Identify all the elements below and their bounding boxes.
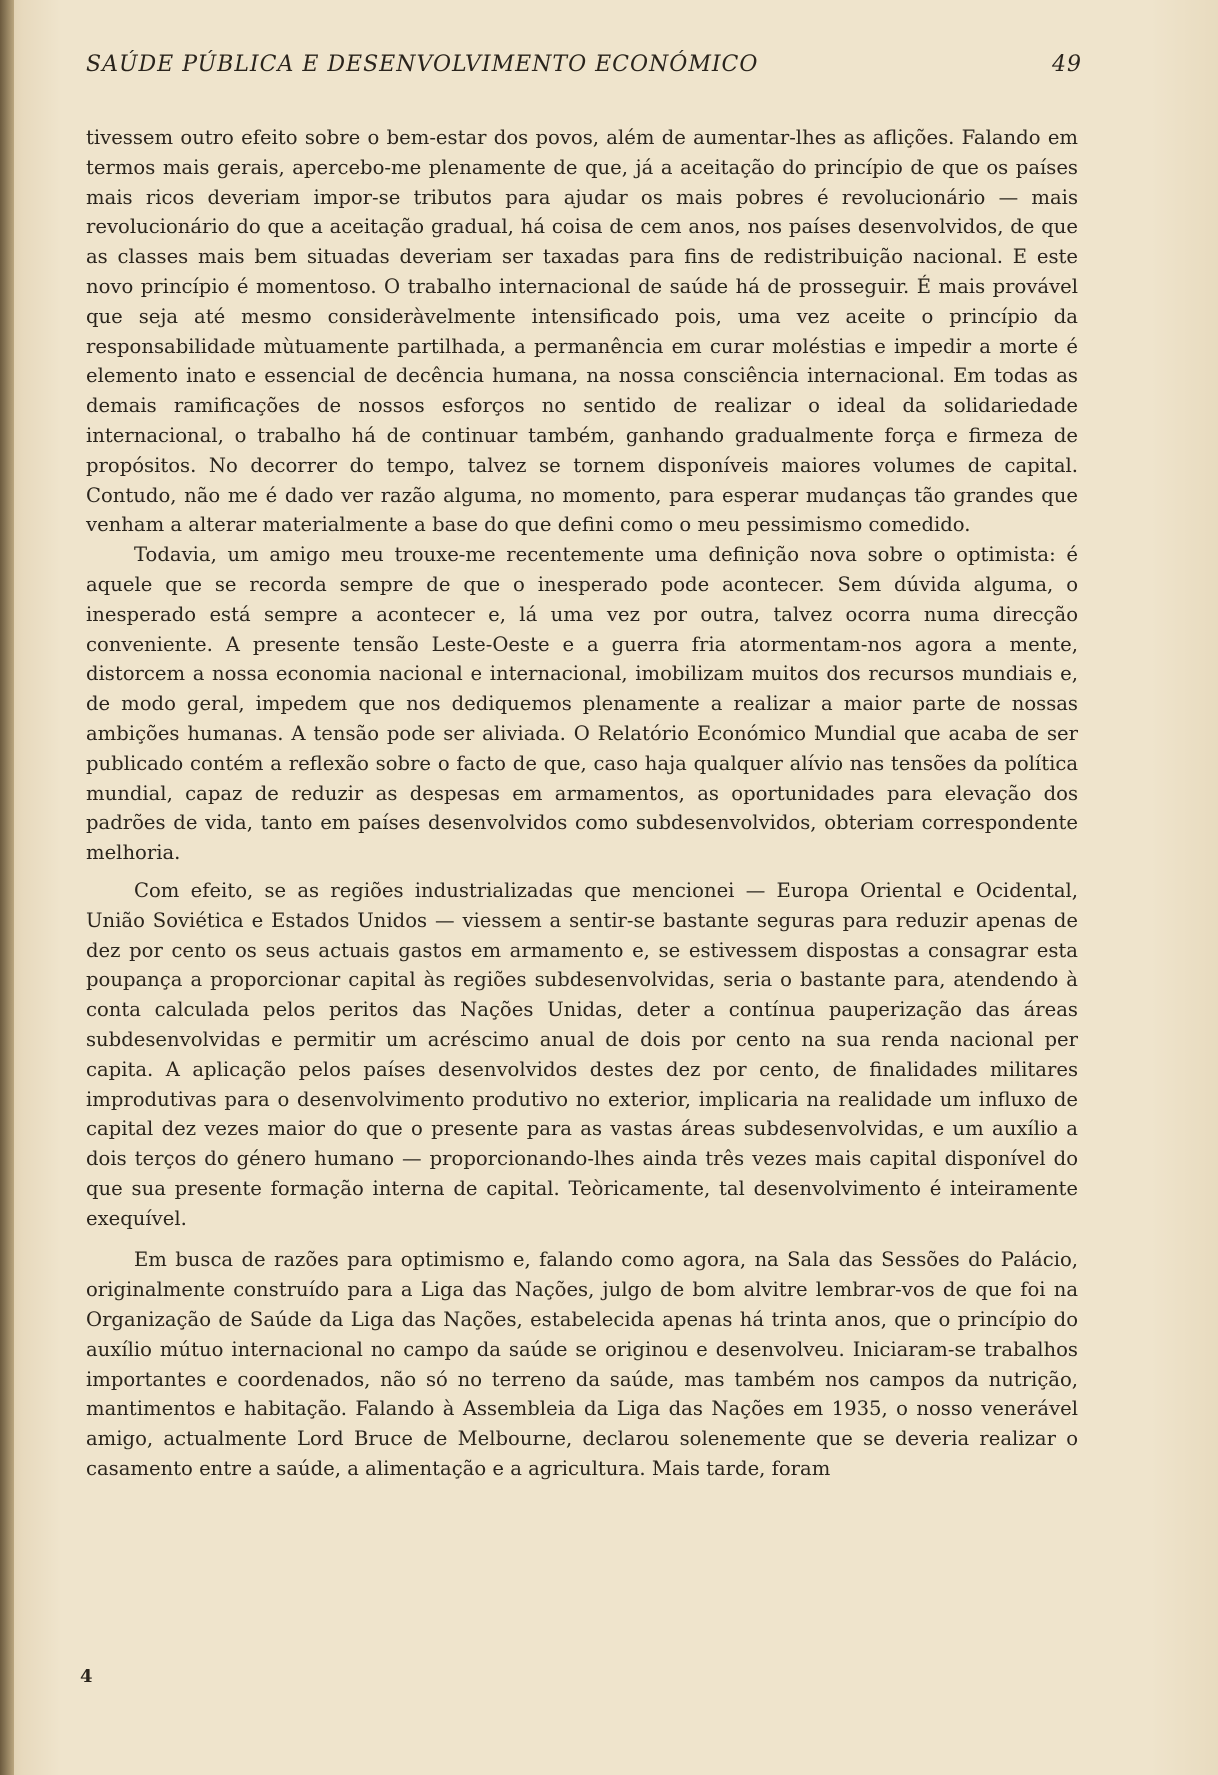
running-header [86, 52, 1082, 82]
paragraph-4: Em busca de razões para optimismo e, falando como agora, na Sala das Sessões do Palácio, originalmente construído para a Liga das Nações, julgo de bom alvitre lembrar-vos de que foi na Organização de Saúde da Liga das Nações, estabelecida apenas há trinta anos, que o princípio do auxílio mútuo internacional no campo da saúde se originou e desenvolveu. Iniciaram-se trabalhos importantes e coordenados, não só no terreno da saúde, mas também nos campos da nutrição, mantimentos e habitação. Falando à Assembleia da Liga das Nações em 1935, o nosso venerável amigo, actualmente Lord Bruce de Melbourne, declarou solenemente que se deveria realizar o casamento entre a saúde, a alimentação e a agricultura. Mais tarde, foram [86, 1248, 1078, 1481]
body-text [86, 123, 1078, 1484]
page-binding-edge [0, 0, 14, 1775]
signature-mark: 4 [80, 1666, 93, 1687]
paragraph-1: tivessem outro efeito sobre o bem-estar dos povos, além de aumentar-lhes as aflições. Falando em termos mais gerais, apercebo-me plenamente de que, já a aceitação do princípio de que os países mais ricos deveriam impor-se tributos para ajudar os mais pobres é revolucionário — mais revolucionário do que a aceitação gradual, há coisa de cem anos, nos países desenvolvidos, de que as classes mais bem situadas deveriam ser taxadas para fins de redistribuição nacional. E este novo princípio é momentoso. O trabalho internacional de saúde há de prosseguir. É mais provável que seja até mesmo consideràvelmente intensificado pois, uma vez aceite o princípio da responsabilidade mùtuamente partilhada, a permanência em curar moléstias e impedir a morte é elemento inato e essencial de decência humana, na nossa consciência internacional. Em todas as demais ramificações de nossos esforços no sentido de realizar o ideal da solidariedade internacional, o trabalho há de continuar também, ganhando gradualmente força e firmeza de propósitos. No decorrer do tempo, talvez se tornem disponíveis maiores volumes de capital. Contudo, não me é dado ver razão alguma, no momento, para esperar mudanças tão grandes que venham a alterar materialmente a base do que defini como o meu pessimismo comedido. [86, 126, 1078, 537]
running-title: SAÚDE PÚBLICA E DESENVOLVIMENTO ECONÓMICO [86, 52, 759, 77]
paragraph-2: Todavia, um amigo meu trouxe-me recentemente uma definição nova sobre o optimista: é aquele que se recorda sempre de que o inesperado pode acontecer. Sem dúvida alguma, o inesperado está sempre a acontecer e, lá uma vez por outra, talvez ocorra numa direcção conveniente. A presente tensão Leste-Oeste e a guerra fria atormentam-nos agora a mente, distorcem a nossa economia nacional e internacional, imobilizam muitos dos recursos mundiais e, de modo geral, impedem que nos dediquemos plenamente a realizar a maior parte de nossas ambições humanas. A tensão pode ser aliviada. O Relatório Económico Mundial que acaba de ser publicado contém a reflexão sobre o facto de que, caso haja qualquer alívio nas tensões da política mundial, capaz de reduzir as despesas em armamentos, as oportunidades para elevação dos padrões de vida, tanto em países desenvolvidos como subdesenvolvidos, obteriam correspondente melhoria. [86, 543, 1078, 865]
page-number: 49 [1052, 52, 1082, 77]
paragraph-3: Com efeito, se as regiões industrializadas que mencionei — Europa Oriental e Ocidental, União Soviética e Estados Unidos — viessem a sentir-se bastante seguras para reduzir apenas de dez por cento os seus actuais gastos em armamento e, se estivessem dispostas a consagrar esta poupança a proporcionar capital às regiões subdesenvolvidas, seria o bastante para, atendendo à conta calculada pelos peritos das Nações Unidas, deter a contínua pauperização das áreas subdesenvolvidas e permitir um acréscimo anual de dois por cento na sua renda nacional per capita. A aplicação pelos países desenvolvidos destes dez por cento, de finalidades militares improdutivas para o desenvolvimento produtivo no exterior, implicaria na realidade um influxo de capital dez vezes maior do que o presente para as vastas áreas subdesenvolvidas, e um auxílio a dois terços do género humano — proporcionando-lhes ainda três vezes mais capital disponível do que sua presente formação interna de capital. Teòricamente, tal desenvolvimento é inteiramente exequível. [86, 878, 1078, 1230]
